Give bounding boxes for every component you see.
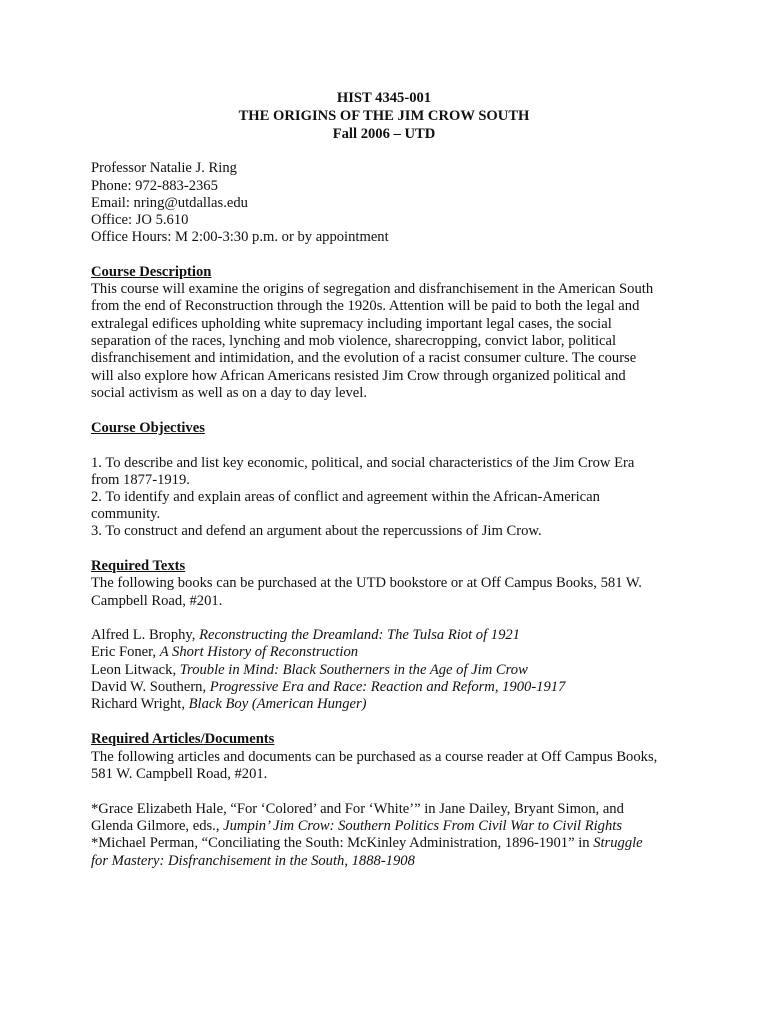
professor-office: Office: JO 5.610 [91, 212, 189, 228]
description-line: separation of the races, lynching and mob violence, sharecropping, convict labor, political [91, 333, 617, 349]
article-title: Struggle [593, 835, 643, 851]
article-text: *Michael Perman, “Conciliating the South: McKinley Administration, 1896-1901” in [91, 835, 594, 851]
article-title: Jumpin’ Jim Crow: Southern Politics From Civil War to Civil Rights [223, 818, 623, 834]
book-author: Alfred L. Brophy [91, 627, 192, 643]
book-separator: , [181, 696, 189, 712]
book-entry [91, 627, 520, 644]
article-entry: *Grace Elizabeth Hale, “For ‘Colored’ and For ‘White’” in Jane Dailey, Bryant Simon, and [91, 801, 624, 817]
office-hours: Office Hours: M 2:00-3:30 p.m. or by appointment [91, 229, 389, 245]
required-texts-heading: Required Texts [91, 558, 186, 574]
description-line: social activism as well as on a day to day level. [91, 385, 367, 401]
professor-phone: Phone: 972-883-2365 [91, 178, 218, 194]
article-entry [91, 818, 622, 835]
required-articles-intro: The following articles and documents can be purchased as a course reader at Off Campus Books, [91, 749, 658, 765]
objective-line: community. [91, 506, 161, 522]
article-entry [91, 835, 643, 852]
book-author: Leon Litwack [91, 662, 173, 678]
objective-line: 1. To describe and list key economic, political, and social characteristics of the Jim Crow Era [91, 455, 635, 471]
course-term: Fall 2006 – UTD [332, 126, 436, 142]
book-title: Trouble in Mind: Black Southerners in the Age of Jim Crow [179, 662, 528, 678]
objective-line: 2. To identify and explain areas of conflict and agreement within the African-American [91, 489, 600, 505]
course-objectives-heading: Course Objectives [91, 420, 205, 436]
course-title: THE ORIGINS OF THE JIM CROW SOUTH [238, 108, 530, 124]
book-entry [91, 679, 565, 696]
book-separator: , [202, 679, 210, 695]
book-separator: , [191, 627, 200, 643]
book-author: Eric Foner [91, 644, 153, 660]
book-entry [91, 696, 367, 713]
professor-email: Email: nring@utdallas.edu [91, 195, 248, 211]
article-text: Glenda Gilmore, eds., [91, 818, 224, 834]
book-author: David W. Southern [91, 679, 203, 695]
book-entry [91, 644, 358, 661]
objective-line: 3. To construct and defend an argument about the repercussions of Jim Crow. [91, 523, 542, 539]
course-description-heading: Course Description [91, 264, 212, 280]
book-title: Progressive Era and Race: Reaction and Reform, 1900-1917 [209, 679, 566, 695]
book-title: A Short History of Reconstruction [159, 644, 359, 660]
description-line: This course will examine the origins of segregation and disfranchisement in the American South [91, 281, 654, 297]
article-entry [91, 853, 415, 870]
professor-name: Professor Natalie J. Ring [91, 160, 237, 176]
book-separator: , [152, 644, 160, 660]
book-separator: , [172, 662, 180, 678]
required-articles-intro: 581 W. Campbell Road, #201. [91, 766, 268, 782]
book-title: Black Boy (American Hunger) [188, 696, 367, 712]
description-line: disfranchisement and intimidation, and the evolution of a racist consumer culture. The course [91, 350, 637, 366]
required-texts-intro: Campbell Road, #201. [91, 593, 223, 609]
objective-line: from 1877-1919. [91, 472, 190, 488]
course-code: HIST 4345-001 [336, 90, 432, 106]
article-title: for Mastery: Disfranchisement in the South, 1888-1908 [91, 853, 415, 869]
book-title: Reconstructing the Dreamland: The Tulsa Riot of 1921 [199, 627, 520, 643]
required-texts-intro: The following books can be purchased at the UTD bookstore or at Off Campus Books, 581 W. [91, 575, 642, 591]
required-articles-heading: Required Articles/Documents [91, 731, 275, 747]
description-line: will also explore how African Americans resisted Jim Crow through organized political and [91, 368, 626, 384]
book-entry [91, 662, 528, 679]
description-line: extralegal edifices upholding white supremacy including important legal cases, the social [91, 316, 612, 332]
book-author: Richard Wright [91, 696, 182, 712]
description-line: from the end of Reconstruction through the 1920s. Attention will be paid to both the legal and [91, 298, 640, 314]
